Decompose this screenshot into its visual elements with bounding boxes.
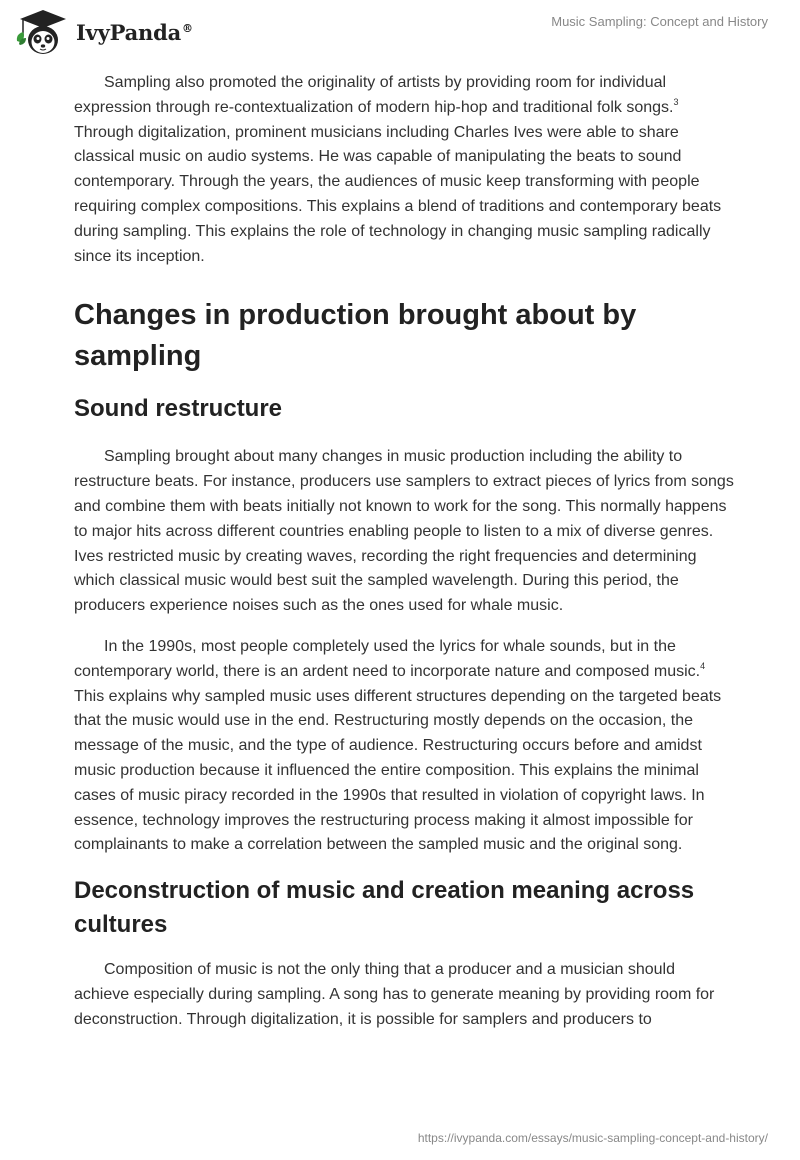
registered-mark: ® (182, 21, 193, 35)
essay-content (74, 70, 734, 1033)
paragraph-text: Sampling also promoted the originality of artists by providing room for individual expression through re-contextualization of modern hip-hop and traditional folk songs. (74, 74, 674, 116)
section-heading-changes-in-production: Changes in production brought about by sampling (74, 299, 637, 373)
paragraph-text-continued: This explains why sampled music uses different structures depending on the targeted beats that the music would use in the end. Restructuring mostly depends on the occasion, the message of the music, and the type of audience. Restructuring occurs before and amidst music production because it influenced the entire composition. This explains the minimal cases of music piracy recorded in the 1990s that resulted in violation of copyright laws. In essence, technology improves the restructuring process making it almost impossible for complainants to make a correlation between the sampled music and the original song. (74, 687, 722, 854)
source-url[interactable]: https://ivypanda.com/essays/music-sampling-concept-and-history/ (417, 1131, 768, 1145)
logo-text: IvyPanda (76, 19, 182, 45)
paragraph-text-continued: Through digitalization, prominent musicians including Charles Ives were able to share classical music on audio systems. He was capable of manipulating the beats to sound contemporary. Through the years, the audiences of music keep transforming with people requiring complex compositions. This explains a blend of traditions and contemporary beats during sampling. This explains the role of technology in changing music sampling radically since its inception. (74, 123, 722, 265)
panda-graduate-icon (14, 8, 72, 58)
footnote-ref-3[interactable]: 3 (673, 96, 679, 107)
paragraph-composition-deconstruction: Composition of music is not the only thing that a producer and a musician should achieve especially during sampling. A song has to generate meaning by providing room for deconstruction. Through digitalization, it is possible for samplers and producers to (74, 961, 715, 1028)
page-header (0, 0, 800, 60)
paragraph-sampling-originality (74, 71, 734, 269)
ivypanda-logo[interactable] (14, 8, 193, 58)
subsection-heading-deconstruction: Deconstruction of music and creation meaning across cultures (74, 877, 695, 939)
paragraph-1990s-whale-sounds (74, 635, 734, 858)
document-title: Music Sampling: Concept and History (551, 14, 768, 29)
paragraph-text: In the 1990s, most people completely used the lyrics for whale sounds, but in the contemporary world, there is an ardent need to incorporate nature and composed music. (74, 637, 701, 680)
logo-wordmark (76, 20, 193, 45)
paragraph-restructure-beats: Sampling brought about many changes in music production including the ability to restructure beats. For instance, producers use samplers to extract pieces of lyrics from songs and combine them with beats initially not known to work for the song. This normally happens to major hits across different countries enabling people to listen to a mix of diverse genres. Ives restricted music by creating waves, recording the right frequencies and determining which classical music would best suit the sampled wavelength. During this period, the producers experience noises such as the ones used for whale music. (74, 448, 734, 615)
subsection-heading-sound-restructure: Sound restructure (74, 395, 283, 423)
footnote-ref-4[interactable]: 4 (700, 660, 706, 671)
